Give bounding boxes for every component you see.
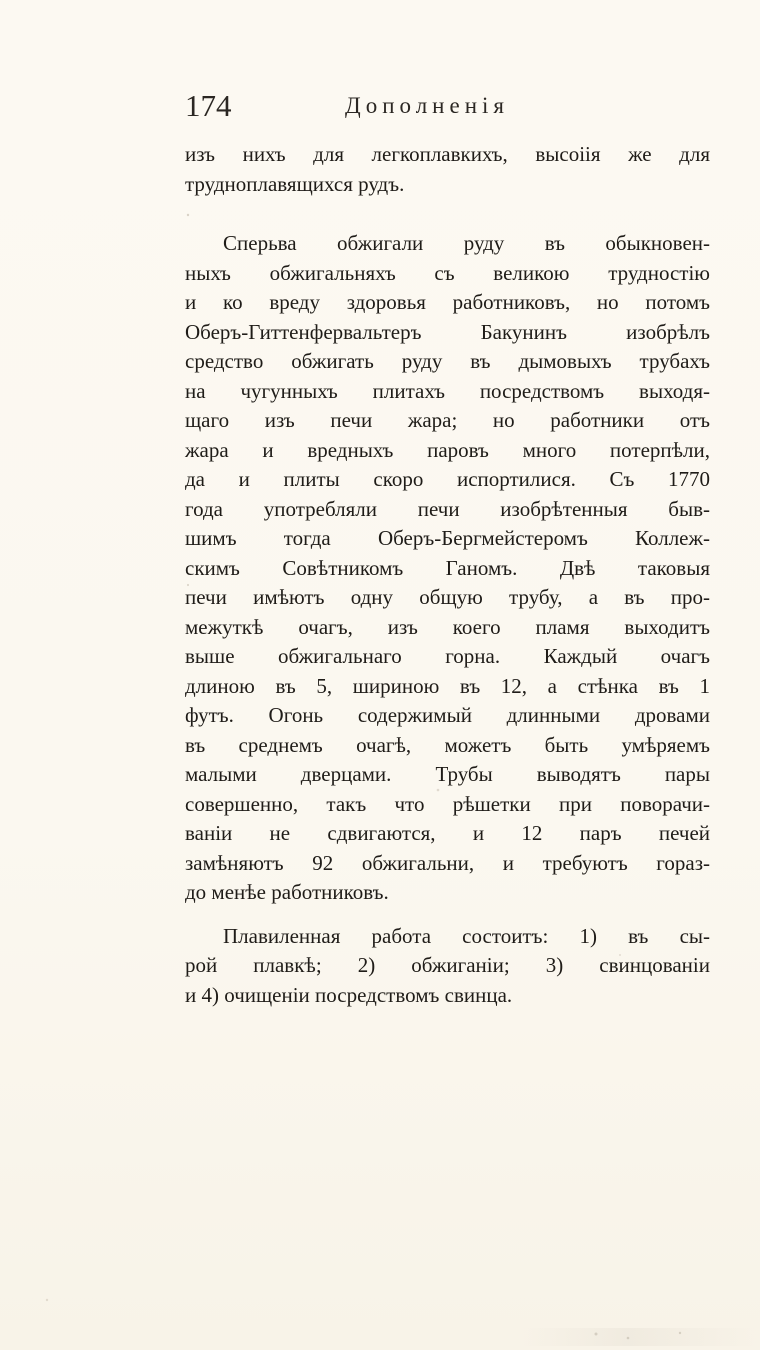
- page-number: 174: [185, 88, 232, 123]
- text-line: шимъ тогда Оберъ-Бергмейстеромъ Коллеж-: [185, 526, 710, 550]
- text-line: изъ нихъ для легкоплавкихъ, высоiія же для: [185, 142, 710, 166]
- text-line: длиною въ 5, шириною въ 12, а стѣнка въ 1: [185, 673, 710, 698]
- text-line: совершенно, такъ что рѣшетки при поворачи-: [185, 791, 710, 816]
- text-line: въ среднемъ очагѣ, можетъ быть умѣряемъ: [185, 732, 710, 757]
- running-head: Дополненія: [345, 93, 509, 118]
- page-header: [185, 86, 715, 126]
- text-line: средство обжигать руду въ дымовыхъ трубахъ: [185, 349, 710, 373]
- text-line: и 4) очищеніи посредствомъ свинца.: [185, 982, 513, 1007]
- text-line: щаго изъ печи жара; но работники отъ: [185, 408, 710, 432]
- text-line: и ко вреду здоровья работниковъ, но потомъ: [185, 290, 710, 314]
- text-line: трудноплавящихся рудъ.: [185, 171, 405, 196]
- text-line: Оберъ-Гиттенфервальтеръ Бакунинъ изобрѣлъ: [185, 319, 710, 344]
- text-line: да и плиты скоро испортилися. Съ 1770: [185, 467, 710, 491]
- paragraph-smelting: [185, 922, 710, 1011]
- paragraph-gap: [185, 908, 710, 922]
- text-line: выше обжигальнаго горна. Каждый очагъ: [185, 644, 710, 668]
- text-line: ваніи не сдвигаются, и 12 паръ печей: [185, 821, 710, 845]
- paragraph-continuation: [185, 140, 710, 199]
- text-line: рой плавкѣ; 2) обжиганіи; 3) свинцованіи: [185, 953, 710, 977]
- text-line: скимъ Совѣтникомъ Ганомъ. Двѣ таковыя: [185, 555, 710, 580]
- text-line: печи имѣютъ одну общую трубу, а въ про-: [185, 585, 710, 609]
- text-line: Плавиленная работа состоитъ: 1) въ сы-: [223, 923, 710, 948]
- text-line: жара и вредныхъ паровъ много потерпѣли,: [185, 437, 710, 462]
- text-line: межуткѣ очагъ, изъ коего пламя выходитъ: [185, 614, 710, 639]
- paragraph-gap: [185, 199, 710, 229]
- body-text: [185, 140, 710, 1010]
- text-line: ныхъ обжигальняхъ съ великою трудностію: [185, 260, 710, 285]
- text-line: до менѣе работниковъ.: [185, 880, 389, 904]
- paragraph-roasting: [185, 229, 710, 908]
- text-line: на чугунныхъ плитахъ посредствомъ выходя-: [185, 378, 710, 403]
- text-line: года употребляли печи изобрѣтенныя быв-: [185, 496, 710, 521]
- text-line: футъ. Огонь содержимый длинными дровами: [185, 703, 710, 727]
- text-line: Сперьва обжигали руду въ обыкновен-: [223, 231, 710, 255]
- page-edge-wear: [520, 1328, 760, 1346]
- text-line: малыми дверцами. Трубы выводятъ пары: [185, 762, 710, 786]
- text-line: замѣняютъ 92 обжигальни, и требуютъ горaз-: [185, 850, 710, 875]
